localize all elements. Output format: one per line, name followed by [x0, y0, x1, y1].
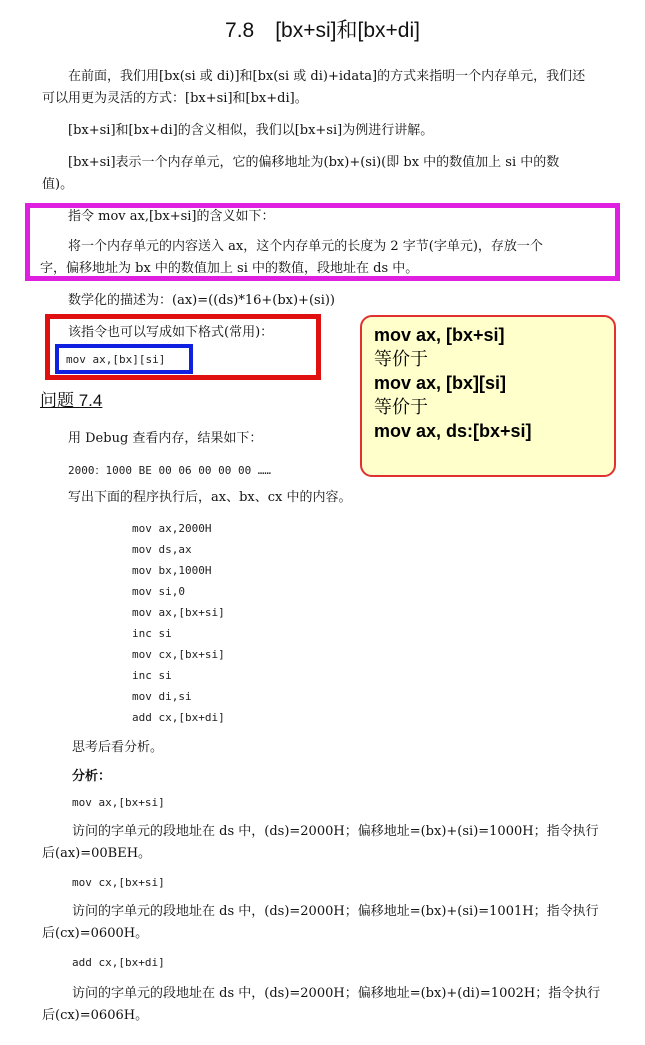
code-line: mov ax,[bx+si] — [132, 606, 225, 619]
code-line: mov bx,1000H — [132, 564, 212, 577]
alternate-syntax-code: mov ax,[bx][si] — [66, 353, 166, 366]
code-line: mov si,0 — [132, 585, 185, 598]
question-heading: 问题 7.4 — [40, 391, 103, 410]
analysis-3-line-1: 访问的字单元的段地址在 ds 中，(ds)=2000H；偏移地址=(bx)+(di)=1002H；指令执行 — [72, 986, 601, 1001]
memory-dump: 2000：1000 BE 00 06 00 00 00 …… — [68, 464, 272, 477]
analysis-1-line-2: 后(ax)=00BEH。 — [42, 846, 152, 861]
code-line: add cx,[bx+di] — [132, 711, 225, 724]
code-line: inc si — [132, 669, 172, 682]
question-intro: 用 Debug 查看内存，结果如下： — [68, 431, 263, 446]
analysis-3-line-2: 后(cx)=0606H。 — [42, 1008, 149, 1023]
code-line: mov cx,[bx+si] — [132, 648, 225, 661]
paragraph-1-line-2: 可以用更为灵活的方式：[bx+si]和[bx+di]。 — [42, 91, 308, 106]
paragraph-2: [bx+si]和[bx+di]的含义相似，我们以[bx+si]为例进行讲解。 — [68, 123, 434, 138]
paragraph-4: 指令 mov ax,[bx+si]的含义如下： — [68, 209, 275, 224]
code-line: mov ds,ax — [132, 543, 192, 556]
analysis-1-line-1: 访问的字单元的段地址在 ds 中，(ds)=2000H；偏移地址=(bx)+(si)=1000H；指令执行 — [72, 824, 599, 839]
code-line: mov di,si — [132, 690, 192, 703]
note-line-1: mov ax, [bx+si] — [374, 325, 505, 345]
analysis-2-line-2: 后(cx)=0600H。 — [42, 926, 149, 941]
page-title: 7.8 [bx+si]和[bx+di] — [225, 19, 420, 42]
note-line-3: mov ax, [bx][si] — [374, 373, 507, 393]
note-line-2: 等价于 — [374, 349, 428, 369]
paragraph-7: 该指令也可以写成如下格式(常用)： — [68, 325, 274, 340]
paragraph-3-line-1: [bx+si]表示一个内存单元，它的偏移地址为(bx)+(si)(即 bx 中的数值加上 si 中的数 — [68, 155, 560, 170]
note-line-5: mov ax, ds:[bx+si] — [374, 421, 532, 441]
paragraph-5-line-1: 将一个内存单元的内容送入 ax，这个内存单元的长度为 2 字节(字单元)，存放一个 — [68, 239, 543, 254]
analysis-code-3: add cx,[bx+di] — [72, 956, 165, 969]
question-task: 写出下面的程序执行后，ax、bx、cx 中的内容。 — [68, 490, 352, 505]
analysis-heading: 分析： — [72, 769, 112, 784]
analysis-code-1: mov ax,[bx+si] — [72, 796, 165, 809]
code-line: inc si — [132, 627, 172, 640]
think-note: 思考后看分析。 — [72, 740, 164, 755]
paragraph-6-formula: 数学化的描述为：(ax)=((ds)*16+(bx)+(si)) — [68, 293, 335, 308]
paragraph-3-line-2: 值)。 — [42, 177, 74, 192]
note-line-4: 等价于 — [374, 397, 428, 417]
paragraph-1-line-1: 在前面，我们用[bx(si 或 di)]和[bx(si 或 di)+idata]的方式来指明一个内存单元，我们还 — [68, 69, 586, 84]
code-line: mov ax,2000H — [132, 522, 212, 535]
paragraph-5-line-2: 字，偏移地址为 bx 中的数值加上 si 中的数值，段地址在 ds 中。 — [40, 261, 419, 276]
analysis-2-line-1: 访问的字单元的段地址在 ds 中，(ds)=2000H；偏移地址=(bx)+(si)=1001H；指令执行 — [72, 904, 599, 919]
analysis-code-2: mov cx,[bx+si] — [72, 876, 165, 889]
